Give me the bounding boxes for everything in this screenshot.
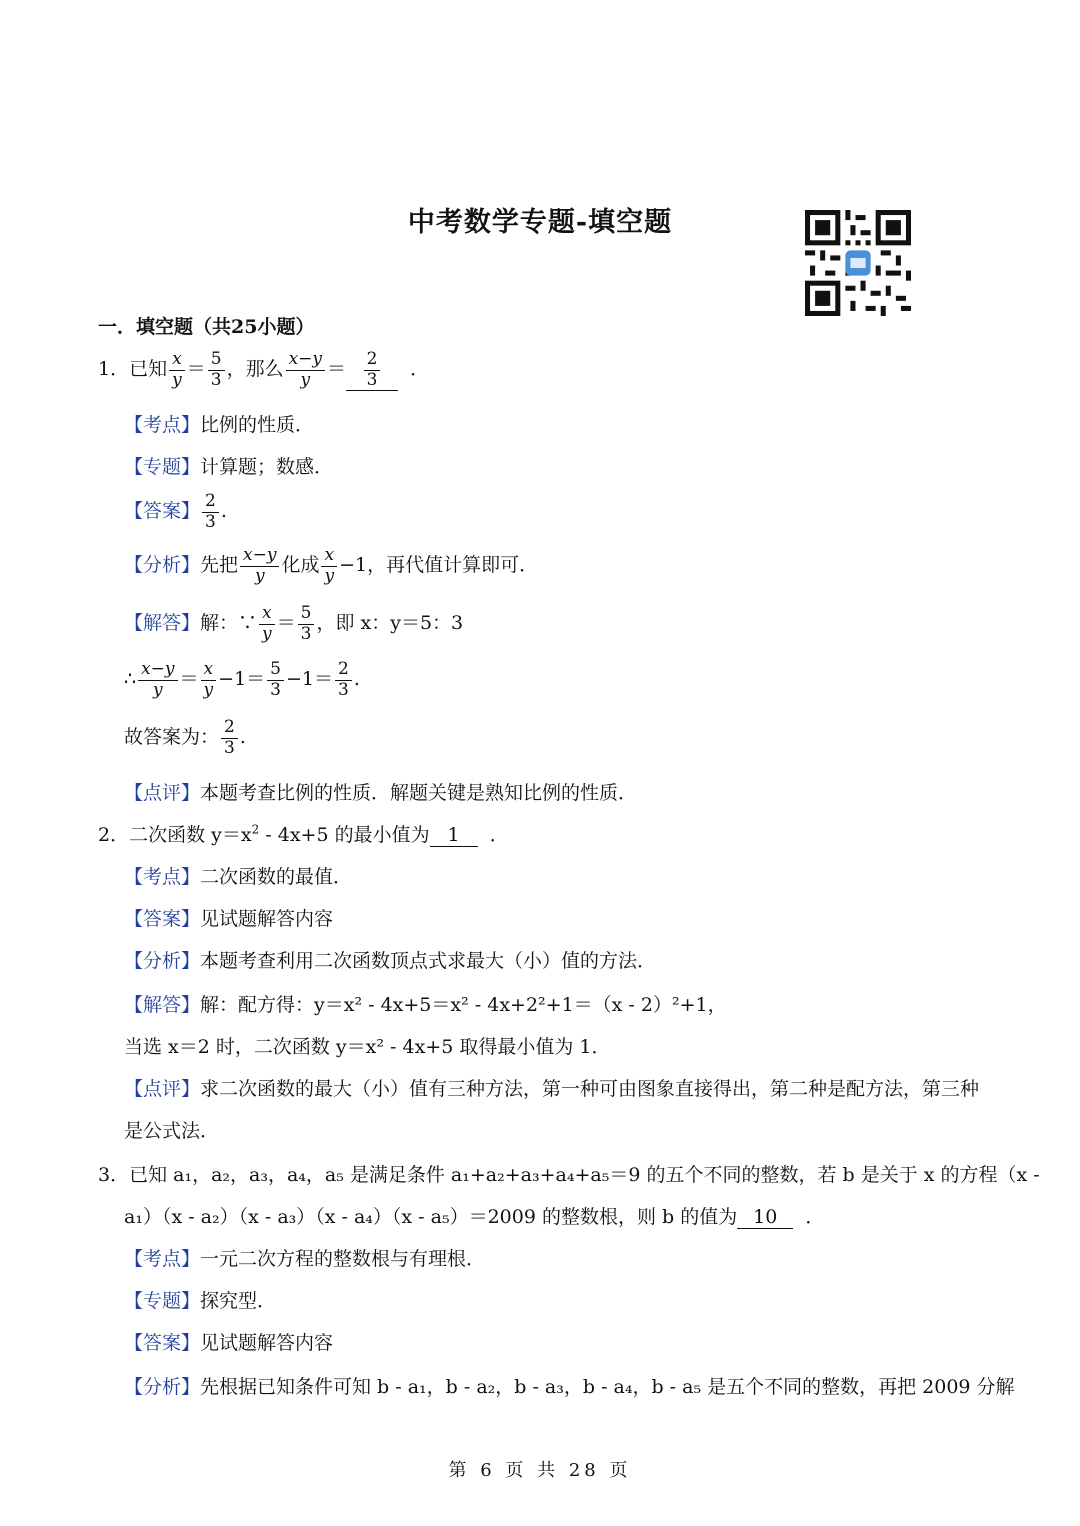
page-title: 中考数学专题-填空题: [407, 207, 673, 238]
q1-daan: 【答案】 $\frac{2}{3}$ .: [124, 491, 227, 532]
q2-fenxi: 【分析】本题考查利用二次函数顶点式求最大（小）值的方法．: [124, 950, 657, 972]
q1-fenxi: 【分析】先把 $\frac{x-y}{y}$ 化成 $\frac{x}{y}$ −1，再代值计算即可．: [124, 545, 539, 586]
fraction-xmy-over-y: $\frac{x-y}{y}$: [286, 350, 325, 390]
q1-zhuanti: 【专题】计算题；数感．: [124, 456, 334, 478]
q3-zhuanti: 【专题】探究型．: [124, 1290, 277, 1312]
question-3-stem-line1: 3．已知 a₁，a₂，a₃，a₄，a₅ 是满足条件 a₁+a₂+a₃+a₄+a₅＝9 的五个不同的整数，若 b 是关于 x 的方程（x -: [98, 1164, 1040, 1186]
q1-guda: 故答案为： $\frac{2}{3}$ .: [124, 717, 246, 758]
page-number: 第 6 页 共 28 页: [448, 1460, 632, 1481]
qr-code: [805, 210, 911, 316]
q2-line2: 当选 x＝2 时，二次函数 y＝x² - 4x+5 取得最小值为 1．: [124, 1036, 611, 1058]
q2-kaodian: 【考点】二次函数的最值．: [124, 866, 353, 888]
q2-jieda: 【解答】解：配方得：y＝x² - 4x+5＝x² - 4x+2²+1＝（x - 2）²+1，: [124, 994, 727, 1016]
fraction-x-over-y: $\frac{x}{y}$: [169, 350, 185, 390]
q2-dianping: 【点评】求二次函数的最大（小）值有三种方法，第一种可由图象直接得出，第二种是配方法，第三种: [124, 1078, 980, 1100]
fraction-5-over-3: $\frac{5}{3}$: [208, 350, 225, 390]
q1-therefore-line: ∴ $\frac{x-y}{y}$ ＝ $\frac{x}{y}$ −1＝ $\frac{5}{3}$ −1＝ $\frac{2}{3}$ .: [124, 659, 360, 700]
q1-jieda: 【解答】解：∵ $\frac{x}{y}$ ＝ $\frac{5}{3}$ ，即 x：y＝5：3: [124, 603, 464, 644]
q1-kaodian: 【考点】比例的性质．: [124, 414, 315, 436]
q3-daan: 【答案】见试题解答内容: [124, 1332, 334, 1354]
answer-blank-2: 1: [430, 824, 478, 847]
answer-blank-1: $\frac{2}{3}$: [364, 350, 381, 390]
q2-daan: 【答案】见试题解答内容: [124, 908, 334, 930]
question-3-stem-line2: a₁）（x - a₂）（x - a₃）（x - a₄）（x - a₅）＝2009 的整数根，则 b 的值为 10 ．: [124, 1206, 825, 1228]
question-1-stem: 1．已知 $\frac{x}{y}$ ＝ $\frac{5}{3}$ ，那么 $\frac{x-y}{y}$ ＝ $\frac{2}{3}$ ．: [98, 349, 430, 390]
section-heading: 一．填空题（共25小题）: [98, 316, 315, 338]
q3-fenxi: 【分析】先根据已知条件可知 b - a₁，b - a₂，b - a₃，b - a₄，b - a₅ 是五个不同的整数，再把 2009 分解: [124, 1376, 1015, 1398]
answer-blank-3: 10: [737, 1206, 793, 1229]
q2-dianping-cont: 是公式法．: [124, 1120, 220, 1142]
question-2-stem: 2．二次函数 $y=x^2 - 4x+5$ 的最小值为 1 ．: [98, 822, 509, 846]
q1-dianping: 【点评】本题考查比例的性质．解题关键是熟知比例的性质．: [124, 782, 638, 804]
q3-kaodian: 【考点】一元二次方程的整数根与有理根．: [124, 1248, 486, 1270]
